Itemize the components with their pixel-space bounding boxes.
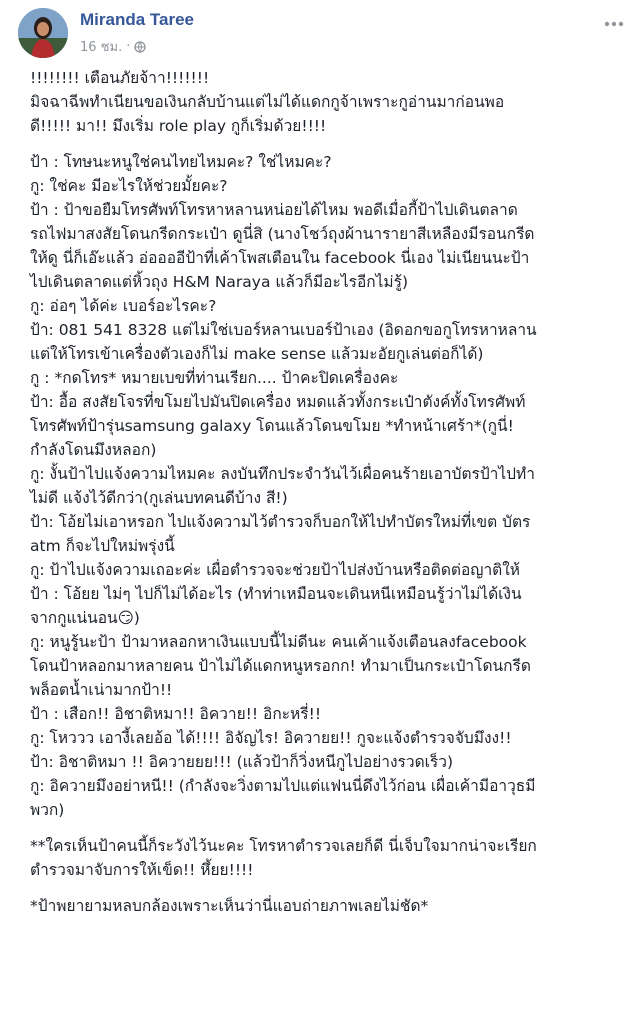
post-text-line: กู: หนูรู้นะป้า ป้ามาหลอกหาเงินแบบนี้ไม่ดีนะ คนเค้าแจ้งเตือนลงfacebook [30,633,527,651]
post-text-line: ป้า: 081 541 8328 แต่ไม่ใช่เบอร์หลานเบอร์ป้าเอง (อิดอกขอกูโทรหาหลาน [30,321,537,339]
post-text-line: ดี!!!!! มา!! มึงเริ่ม role play กูก็เริ่มด้วย!!!! [30,117,327,135]
post-text-line: กู: อ่อๆ ได้ค่ะ เบอร์อะไรคะ? [30,297,217,315]
post-text-line: ป้า : โทษนะหนูใช่คนไทยไหมคะ? ใช่ไหมคะ? [30,153,332,171]
post-paragraph [30,66,630,138]
post-text-line: กู: งั้นป้าไปแจ้งความไหมคะ ลงบันทึกประจำวันไว้เผื่อคนร้ายเอาบัตรป้าไปทำ [30,465,535,483]
post-text-line: !!!!!!!! เตือนภัยจ้าา!!!!!!! [30,69,210,87]
post-header [18,6,630,62]
post-text-line: ป้า : โอ้ยย ไม่ๆ ไปก็ไม่ได้อะไร (ทำท่าเหมือนจะเดินหนีเหมือนรู้ว่าไม่ได้เงิน [30,585,522,603]
post-text-line: atm ก็จะไปใหม่พรุ่งนี้ [30,537,175,555]
post-paragraph [30,894,630,918]
post-text-line: ตำรวจมาจับการให้เข็ด!! หึ้ยย!!!! [30,861,254,879]
post-text-line: พล็อตน้ำเน่ามากป้า!! [30,681,173,699]
author-name[interactable]: Miranda Taree [80,10,195,29]
post-text-line: ป้า: อื้อ สงสัยโจรที่ขโมยไปมันปิดเครื่อง หมดแล้วทั้งกระเป๋าตังค์ทั้งโทรศัพท์ [30,393,526,411]
post-text-line: กู: อิควายมึงอย่าหนี!! (กำลังจะวิ่งตามไปแต่แฟนนี่ดึงไว้ก่อน เผื่อเค้ามีอาวุธมี [30,777,536,795]
post-text-line: ป้า : เสือก!! อิชาติหมา!! อิควาย!! อิกะหรี่!! [30,705,322,723]
post-paragraph [30,150,630,822]
post-timestamp[interactable]: 16 ชม. [80,40,123,55]
post-text-line: กู: โหววว เอางี้เลยอ้อ ได้!!!! อิจัญไร! อิควายย!! กูจะแจ้งตำรวจจับมึงง!! [30,729,512,747]
post-text-line: พวก) [30,801,65,819]
profile-photo [18,8,68,58]
post-text-line: *ป้าพยายามหลบกล้องเพราะเห็นว่านี่แอบถ่ายภาพเลยไม่ชัด* [30,897,429,915]
post-text-line: กู: ใช่คะ มีอะไรให้ช่วยมั้ยคะ? [30,177,228,195]
post-text-line: รถไฟมาสงสัยโดนกรีดกระเป๋า ดูนี่สิ (นางโชว์ถุงผ้านารายาสีเหลืองมีรอนกรีด [30,225,535,243]
post-text [30,66,630,930]
meta-separator: · [126,39,131,54]
post-text-line: แต่ให้โทรเข้าเครื่องตัวเองก็ไม่ make sense แล้วมะอัยกูเล่นต่อก็ได้) [30,345,484,363]
post-text-line: โดนป้าหลอกมาหลายคน ป้าไม่ได้แดกหนูหรอกก! ทำมาเป็นกระเป๋าโดนกรีด [30,657,531,675]
post-text-line: กำลังโดนมึงหลอก) [30,441,157,459]
post-text-line: ป้า : ป้าขอยืมโทรศัพท์โทรหาหลานหน่อยได้ไหม พอดีเมื่อกี้ป้าไปเดินตลาด [30,201,518,219]
more-options-icon[interactable] [604,8,624,32]
post-text-line: โทรศัพท์ป้ารุ่นsamsung galaxy โดนแล้วโดนขโมย *ทำหน้าเศร้า*(กูนี่! [30,417,514,435]
post-text-line: มิจฉาฉีพทำเนียนขอเงินกลับบ้านแต่ไม่ได้แดกกูจ้าเพราะกูอ่านมาก่อนพอ [30,93,505,111]
post-paragraph [30,834,630,882]
post-meta [80,36,146,57]
author-avatar[interactable] [18,8,68,58]
post-text-line: กู : *กดโทร* หมายเบขที่ท่านเรียก.... ป้าคะปิดเครื่องคะ [30,369,399,387]
post-text-line: ป้า: อิชาติหมา !! อิควายยย!!! (แล้วป้าก็วิ่งหนีกูไปอย่างรวดเร็ว) [30,753,454,771]
post-text-line: จากกูแน่นอน😏) [30,609,140,627]
post-text-line: กู: ป้าไปแจ้งความเถอะค่ะ เผื่อตำรวจจะช่วยป้าไปส่งบ้านหรือติดต่อญาติให้ [30,561,521,579]
post-text-line: ให้ดู นี่ก็เอ๊ะแล้ว อ่ออออีป้าที่เค้าโพสเตือนใน facebook นี่เอง ไม่เนียนนะป้า [30,249,530,267]
post-text-line: ป้า: โอ้ยไม่เอาหรอก ไปแจ้งความไว้ตำรวจก็บอกให้ไปทำบัตรใหม่ที่เขต บัตร [30,513,531,531]
globe-icon[interactable] [134,41,146,53]
post-text-line: ไปเดินตลาดแต่หิ้วถุง H&M Naraya แล้วก็มีอะไรอีกไม่รู้) [30,273,409,291]
post-text-line: **ใครเห็นป้าคนนี้ก็ระวังไว้นะคะ โทรหาตำรวจเลยก็ดี นี่เจ็บใจมากน่าจะเรียก [30,837,537,855]
post-text-line: ไม่ดี แจ้งไว้ดีกว่า(กูเล่นบทคนดีบ้าง สี!) [30,489,288,507]
